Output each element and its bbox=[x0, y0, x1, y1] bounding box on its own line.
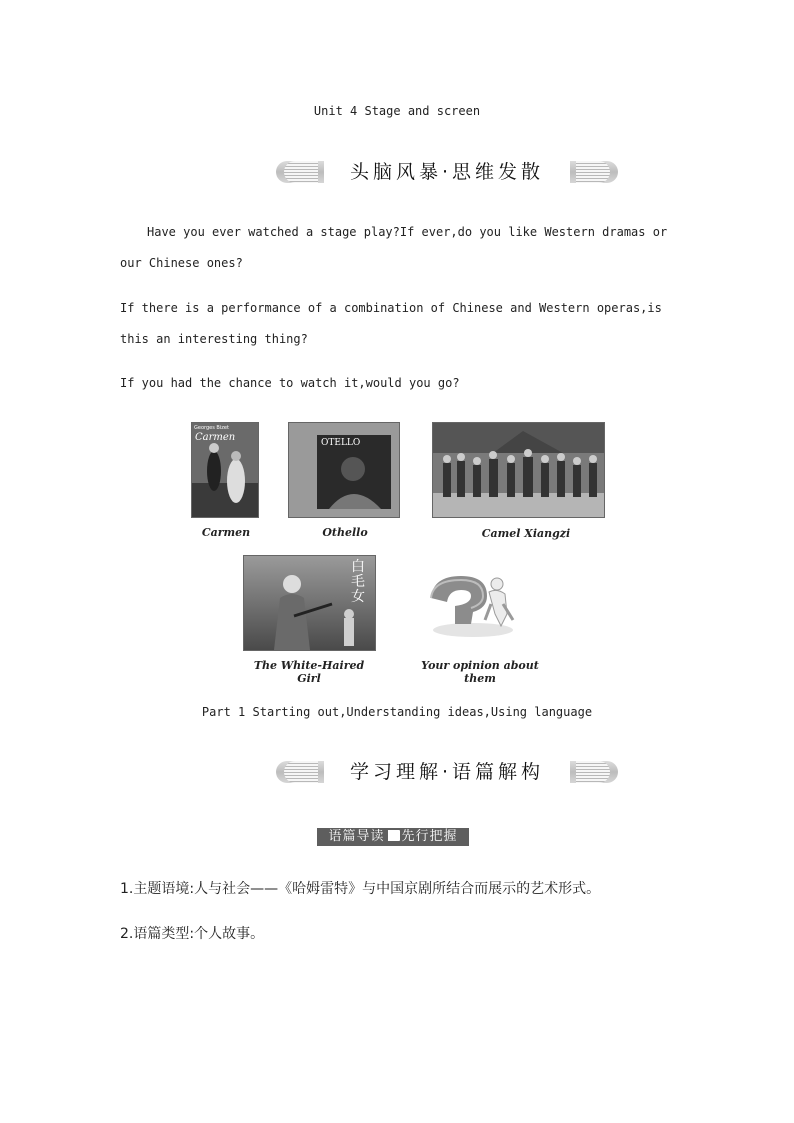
question-mark-figure-image bbox=[427, 568, 523, 640]
part-title: Part 1 Starting out,Understanding ideas,Using language bbox=[201, 705, 593, 719]
white-haired-girl-caption: The White-Haired Girl bbox=[253, 659, 365, 685]
unit-title: Unit 4 Stage and screen bbox=[313, 104, 481, 118]
carmen-cover-small: Georges Bizet bbox=[194, 425, 229, 431]
othello-cover-title: OTELLO bbox=[321, 438, 361, 448]
white-haired-girl-image bbox=[243, 555, 376, 651]
learning-banner-label: 学习理解·语篇解构 bbox=[324, 758, 570, 786]
text-type-item: 2.语篇类型:个人故事。 bbox=[120, 926, 265, 942]
theme-context-item: 1.主题语境:人与社会——《哈姆雷特》与中国京剧所结合而展示的艺术形式。 bbox=[120, 881, 601, 897]
question-3: If you had the chance to watch it,would you go? bbox=[120, 376, 460, 390]
carmen-cover-title: Carmen bbox=[195, 432, 236, 443]
book-icon bbox=[387, 830, 400, 841]
opinion-caption: Your opinion about them bbox=[421, 659, 539, 685]
learning-banner bbox=[276, 758, 618, 786]
reading-guide-tag-label-2: 先行把握 bbox=[401, 829, 458, 844]
question-2: If there is a performance of a combination of Chinese and Western operas,is this an interesting thing? bbox=[120, 301, 662, 346]
carmen-caption: Carmen bbox=[201, 526, 251, 539]
white-haired-girl-cover-title: 白毛女 bbox=[351, 559, 365, 605]
othello-image bbox=[288, 422, 400, 518]
reading-guide-tag-label: 语篇导读 bbox=[328, 829, 385, 844]
question-1: Have you ever watched a stage play?If ever,do you like Western dramas or our Chinese ones? bbox=[120, 225, 668, 270]
camel-xiangzi-caption: Camel Xiangzi bbox=[481, 527, 571, 540]
brainstorm-banner-label: 头脑风暴·思维发散 bbox=[324, 158, 570, 186]
carmen-image bbox=[191, 422, 259, 518]
othello-caption: Othello bbox=[322, 526, 368, 539]
brainstorm-banner bbox=[276, 158, 618, 186]
camel-xiangzi-image bbox=[432, 422, 605, 518]
reading-guide-tag bbox=[317, 828, 469, 846]
